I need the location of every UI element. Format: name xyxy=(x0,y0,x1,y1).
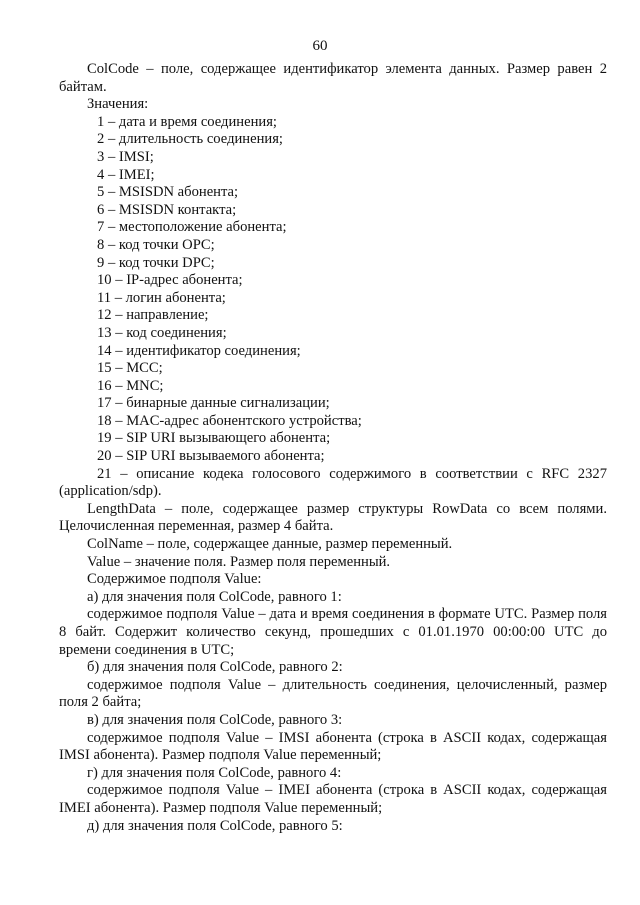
list-item: 7 – местоположение абонента; xyxy=(97,219,287,236)
case-heading: д) для значения поля ColCode, равного 5: xyxy=(87,817,343,834)
list-item: 9 – код точки DPC; xyxy=(97,254,215,271)
list-item: 16 – MNC; xyxy=(97,377,164,394)
case-text: содержимое подполя Value – IMEI абонента (строка в ASCII кодах, содержащая IMEI абонента). Размер подполя Value переменный; xyxy=(59,782,607,816)
list-item: 11 – логин абонента; xyxy=(97,289,226,306)
values-heading: Значения: xyxy=(87,96,149,113)
page-number: 60 xyxy=(312,38,328,54)
list-item: 20 – SIP URI вызываемого абонента; xyxy=(97,448,325,465)
list-item: 5 – MSISDN абонента; xyxy=(97,184,239,201)
item-21: 21 – описание кодека голосового содержимого в соответствии с RFC 2327 (application/sdp). xyxy=(59,465,607,500)
list-item: 2 – длительность соединения; xyxy=(97,131,283,148)
list-item: 12 – направление; xyxy=(97,307,209,324)
values-list xyxy=(59,114,607,466)
case-heading: б) для значения поля ColCode, равного 2: xyxy=(87,659,343,676)
list-item: 1 – дата и время соединения; xyxy=(97,113,277,130)
case-heading: г) для значения поля ColCode, равного 4: xyxy=(87,764,342,781)
case-text: содержимое подполя Value – IMSI абонента (строка в ASCII кодах, содержащая IMSI абонента). Размер подполя Value переменный; xyxy=(59,729,607,764)
length-data-paragraph: LengthData – поле, содержащее размер структуры RowData со всем полями. Целочисленная переменная, размер 4 байта. xyxy=(59,500,607,535)
colname-paragraph: ColName – поле, содержащее данные, размер переменный. xyxy=(87,536,453,553)
subfield-heading: Содержимое подполя Value: xyxy=(87,571,262,588)
list-item: 4 – IMEI; xyxy=(97,166,155,183)
list-item: 17 – бинарные данные сигнализации; xyxy=(97,395,330,412)
document-body xyxy=(59,61,607,835)
case-heading: в) для значения поля ColCode, равного 3: xyxy=(87,711,343,728)
case-text: содержимое подполя Value – дата и время соединения в формате UTC. Размер поля 8 байт. Содержит количество секунд, прошедших с 01.01.1970 00:00:00 UTC до времени соединения в UTC; xyxy=(59,606,607,658)
list-item: 14 – идентификатор соединения; xyxy=(97,342,301,359)
list-item: 18 – MAC-адрес абонентского устройства; xyxy=(97,412,362,429)
case-heading: а) для значения поля ColCode, равного 1: xyxy=(87,588,342,605)
list-item: 6 – MSISDN контакта; xyxy=(97,201,237,218)
list-item: 10 – IP-адрес абонента; xyxy=(97,272,243,289)
value-paragraph: Value – значение поля. Размер поля переменный. xyxy=(87,553,391,570)
case-text: содержимое подполя Value – длительность соединения, целочисленный, размер поля 2 байта; xyxy=(59,676,607,711)
list-item: 19 – SIP URI вызывающего абонента; xyxy=(97,430,331,447)
list-item: 8 – код точки OPC; xyxy=(97,236,215,253)
list-item: 3 – IMSI; xyxy=(97,148,154,165)
list-item: 15 – MCC; xyxy=(97,360,163,377)
list-item: 13 – код соединения; xyxy=(97,324,227,341)
colcode-intro: ColCode – поле, содержащее идентификатор элемента данных. Размер равен 2 байтам. xyxy=(59,61,607,95)
